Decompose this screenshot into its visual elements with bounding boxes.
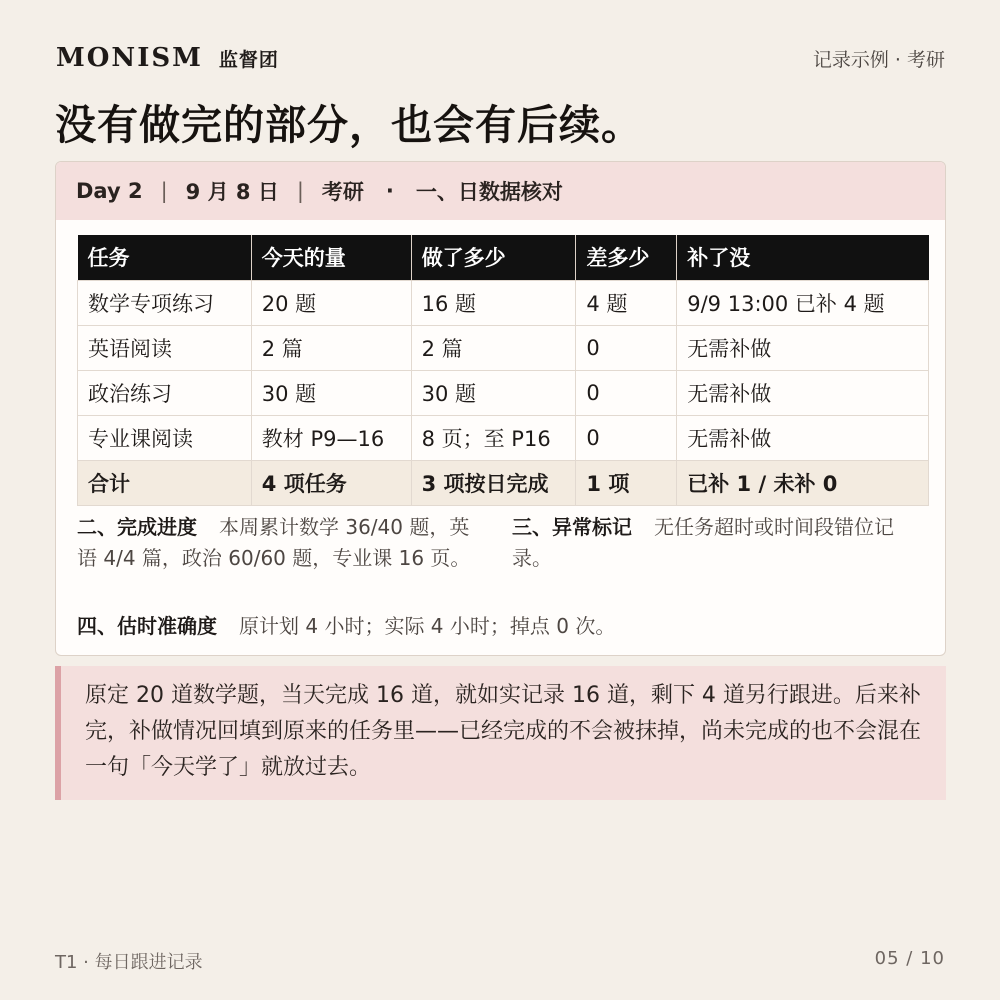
table-row: [78, 415, 929, 460]
card-subject: 考研: [321, 180, 364, 204]
table-cell: 政治练习: [78, 370, 252, 415]
card-day: Day 2: [76, 179, 143, 203]
table-header-row: [78, 235, 929, 280]
table-cell: 教材 P9—16: [251, 415, 411, 460]
table-cell: 专业课阅读: [78, 415, 252, 460]
record-card: [55, 161, 946, 656]
progress-note: [77, 512, 477, 574]
brand-subtitle: 监督团: [218, 49, 279, 71]
table-row: [78, 325, 929, 370]
table-cell: 无需补做: [677, 325, 929, 370]
separator: |: [160, 179, 168, 203]
brand: [56, 43, 279, 73]
card-section-title: 一、日数据核对: [415, 180, 563, 204]
table-cell: 4 题: [576, 280, 677, 325]
brand-logo: MONISM: [56, 43, 203, 73]
callout-quote: [55, 666, 946, 800]
estimate-label: 四、估时准确度: [77, 614, 217, 638]
daily-data-table: [77, 235, 929, 506]
page-number: 05 / 10: [874, 948, 945, 969]
column-header-makeup: 补了没: [677, 235, 929, 280]
page-title: 没有做完的部分，也会有后续。: [55, 101, 643, 149]
table-cell: 30 题: [411, 370, 576, 415]
table-cell: 英语阅读: [78, 325, 252, 370]
column-header-done: 做了多少: [411, 235, 576, 280]
table-cell: 无需补做: [677, 370, 929, 415]
card-date: 9 月 8 日: [185, 180, 279, 204]
table-cell: 0: [576, 325, 677, 370]
table-cell: 16 题: [411, 280, 576, 325]
estimate-note: [77, 611, 937, 642]
column-header-planned: 今天的量: [251, 235, 411, 280]
progress-text: 本周累计数学 36/40 题，英语 4/4 篇，政治 60/60 题，专业课 16 页。: [77, 515, 471, 570]
table-cell: 9/9 13:00 已补 4 题: [677, 280, 929, 325]
dot-separator: ·: [385, 179, 394, 203]
total-cell: 合计: [78, 460, 252, 505]
footer-section-label: T1 · 每日跟进记录: [55, 952, 203, 973]
separator: |: [296, 179, 304, 203]
table-row: [78, 280, 929, 325]
table-cell: 无需补做: [677, 415, 929, 460]
page-header: [56, 40, 945, 76]
card-header: [56, 162, 945, 220]
anomaly-label: 三、异常标记: [512, 515, 632, 539]
table-cell: 20 题: [251, 280, 411, 325]
total-cell: 已补 1 / 未补 0: [677, 460, 929, 505]
header-tag: 记录示例 · 考研: [812, 48, 945, 71]
quote-text: 原定 20 道数学题，当天完成 16 道，就如实记录 16 道，剩下 4 道另行跟进。后来补完，补做情况回填到原来的任务里——已经完成的不会被抹掉，尚未完成的也不会混在一句「今天学了」就放过去。: [85, 683, 922, 780]
column-header-task: 任务: [78, 235, 252, 280]
table-cell: 30 题: [251, 370, 411, 415]
table-row: [78, 370, 929, 415]
table-total-row: [78, 460, 929, 505]
estimate-text: 原计划 4 小时；实际 4 小时；掉点 0 次。: [239, 614, 616, 638]
table-cell: 数学专项练习: [78, 280, 252, 325]
table-cell: 2 篇: [251, 325, 411, 370]
progress-label: 二、完成进度: [77, 515, 197, 539]
total-cell: 1 项: [576, 460, 677, 505]
anomaly-text: 无任务超时或时间段错位记录。: [512, 515, 894, 570]
total-cell: 4 项任务: [251, 460, 411, 505]
table-cell: 0: [576, 370, 677, 415]
table-cell: 8 页；至 P16: [411, 415, 576, 460]
anomaly-note: [512, 512, 932, 574]
table-cell: 0: [576, 415, 677, 460]
column-header-gap: 差多少: [576, 235, 677, 280]
table-cell: 2 篇: [411, 325, 576, 370]
total-cell: 3 项按日完成: [411, 460, 576, 505]
